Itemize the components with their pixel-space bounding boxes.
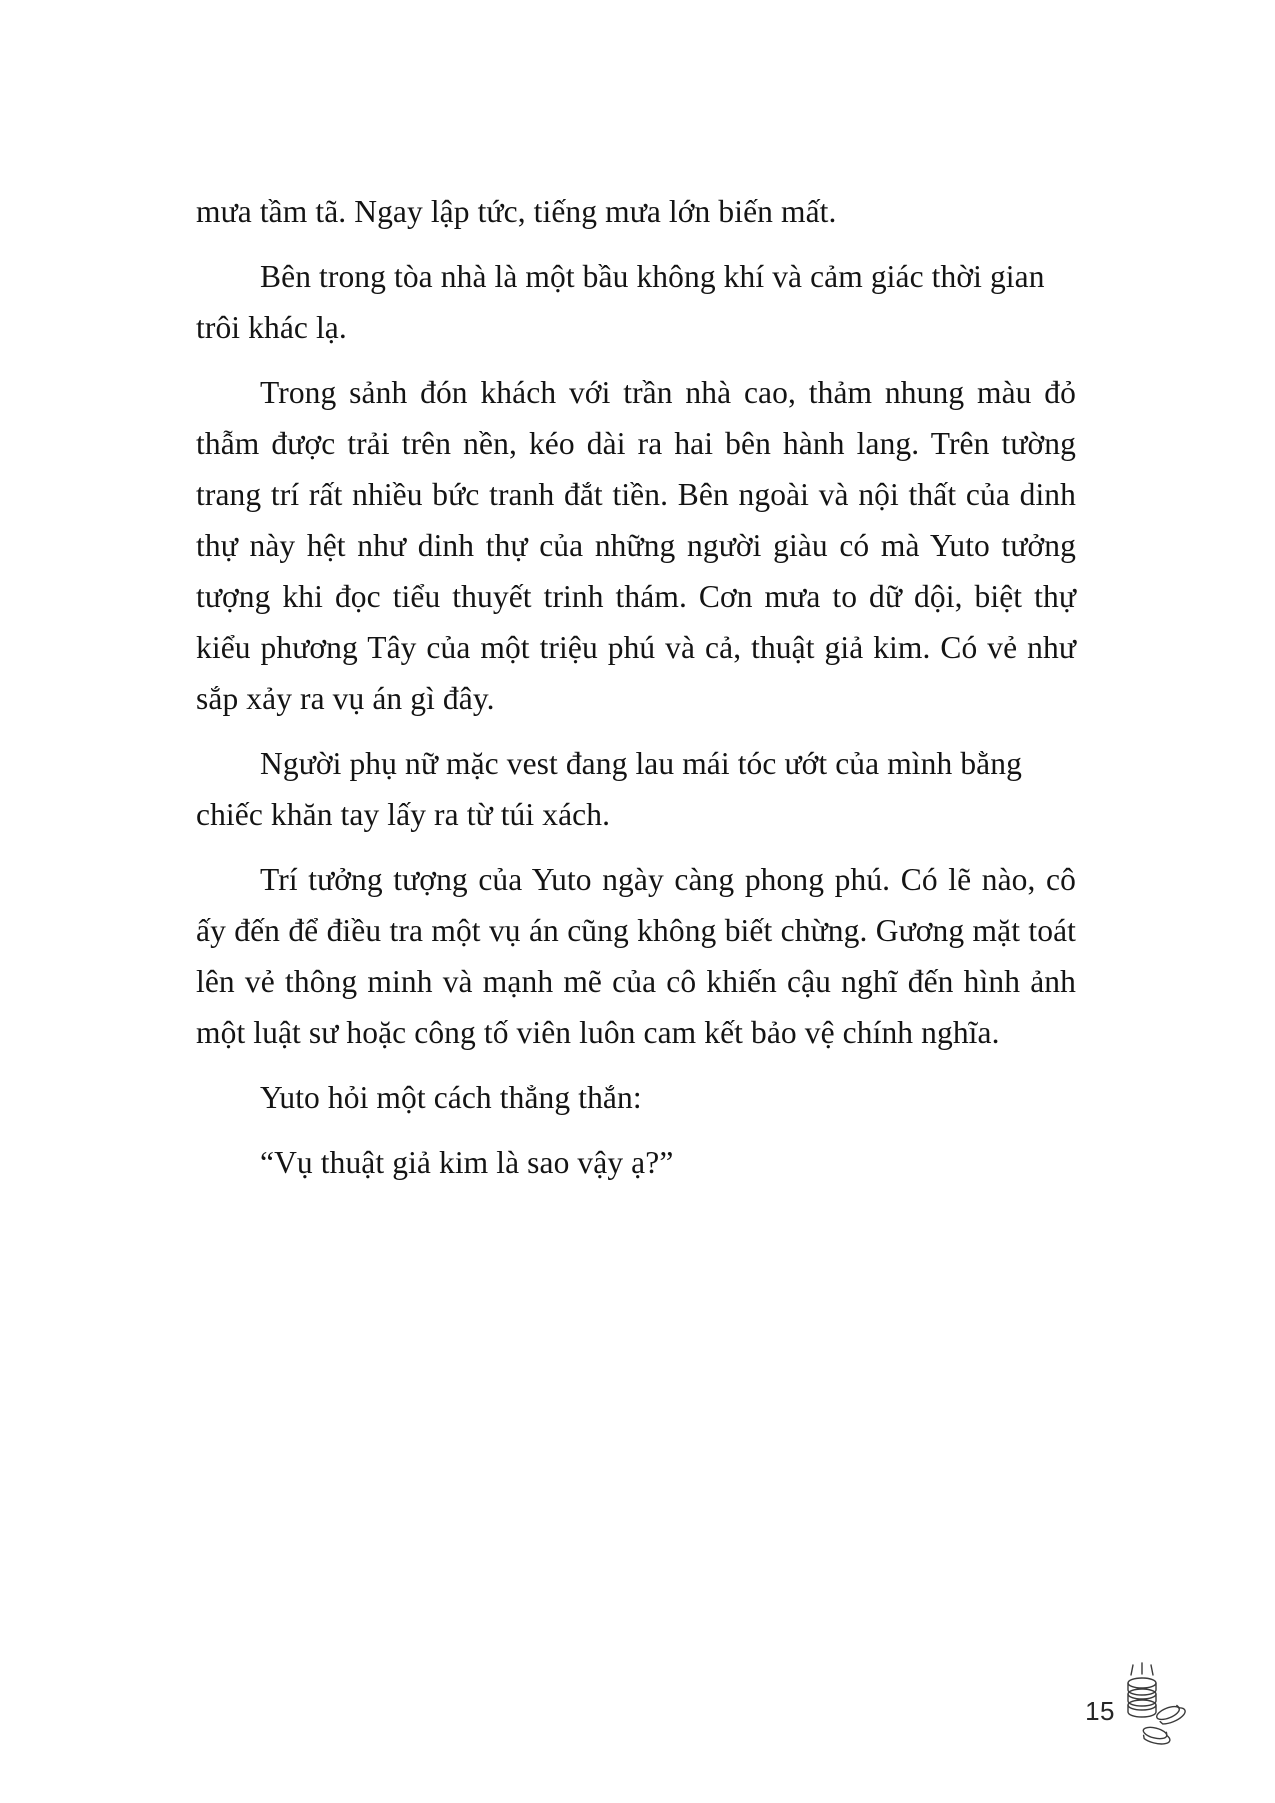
body-text-column bbox=[196, 186, 1076, 1202]
paragraph-2: Bên trong tòa nhà là một bầu không khí và cảm giác thời gian trôi khác lạ. bbox=[196, 259, 1045, 346]
paragraph-1: mưa tầm tã. Ngay lập tức, tiếng mưa lớn biến mất. bbox=[196, 194, 837, 229]
paragraph-4: Người phụ nữ mặc vest đang lau mái tóc ướt của mình bằng chiếc khăn tay lấy ra từ túi xách. bbox=[196, 746, 1022, 833]
paragraph-5: Trí tưởng tượng của Yuto ngày càng phong phú. Có lẽ nào, cô ấy đến để điều tra một vụ án cũng không biết chừng. Gương mặt toát lên vẻ thông minh và mạnh mẽ của cô khiến cậu nghĩ đến hình ảnh một luật sư hoặc công tố viên luôn cam kết bảo vệ chính nghĩa. bbox=[196, 862, 1076, 1051]
paragraph-6: Yuto hỏi một cách thẳng thắn: bbox=[260, 1080, 642, 1116]
paragraph-3: Trong sảnh đón khách với trần nhà cao, thảm nhung màu đỏ thẫm được trải trên nền, kéo dài ra hai bên hành lang. Trên tường trang trí rất nhiều bức tranh đắt tiền. Bên ngoài và nội thất của dinh thự này hệt như dinh thự của những người giàu có mà Yuto tưởng tượng khi đọc tiểu thuyết trinh thám. Cơn mưa to dữ dội, biệt thự kiểu phương Tây của một triệu phú và cả, thuật giả kim. Có vẻ như sắp xảy ra vụ án gì đây. bbox=[196, 375, 1076, 717]
page-number: 15 bbox=[1085, 1696, 1115, 1726]
paragraph-7: “Vụ thuật giả kim là sao vậy ạ?” bbox=[260, 1145, 674, 1181]
page-footer bbox=[0, 1633, 1275, 1803]
stacked-coins-icon bbox=[1111, 1661, 1187, 1747]
